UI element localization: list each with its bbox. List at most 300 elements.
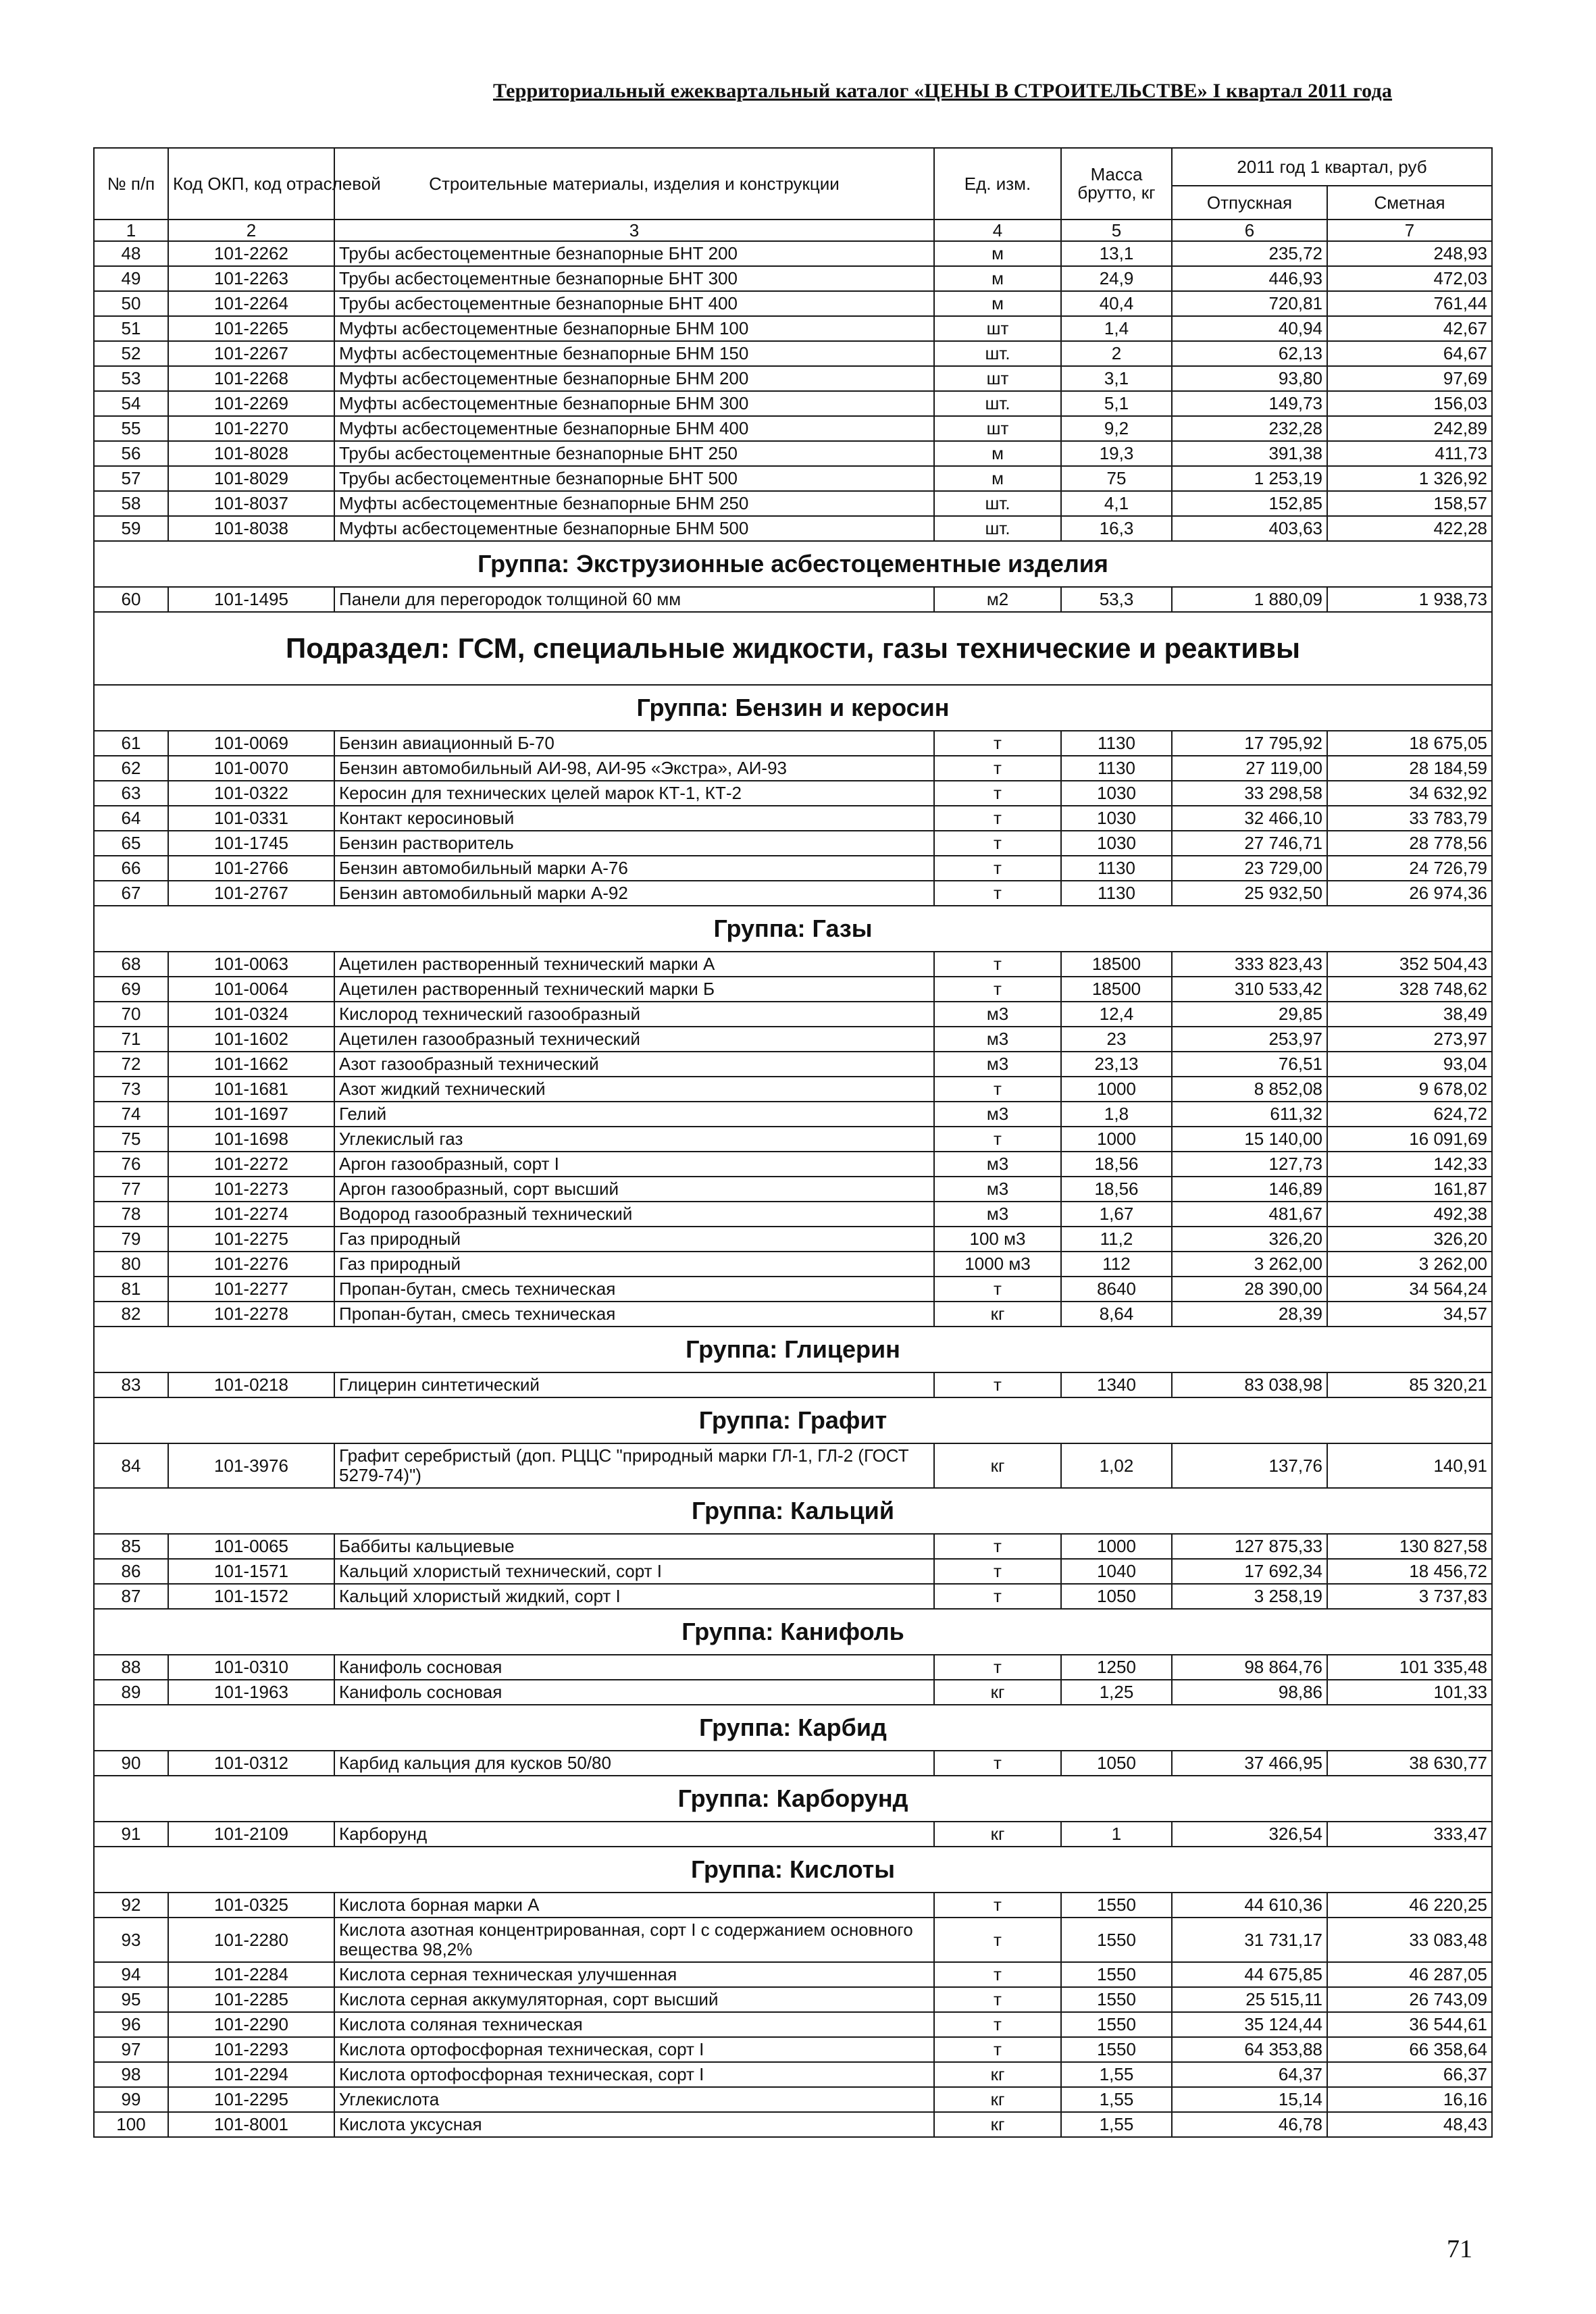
price-estimate: 34,57 xyxy=(1327,1302,1492,1327)
material-name: Азот жидкий технический xyxy=(334,1077,934,1102)
subsection-header-row xyxy=(94,612,1492,685)
product-code: 101-8001 xyxy=(168,2112,334,2137)
product-code: 101-0310 xyxy=(168,1655,334,1680)
material-name: Углекислота xyxy=(334,2087,934,2112)
price-wholesale: 326,20 xyxy=(1172,1227,1327,1252)
gross-mass: 16,3 xyxy=(1061,516,1172,541)
gross-mass: 1550 xyxy=(1061,1987,1172,2012)
row-number: 97 xyxy=(94,2037,168,2062)
product-code: 101-1571 xyxy=(168,1559,334,1584)
price-wholesale: 62,13 xyxy=(1172,341,1327,366)
material-name: Трубы асбестоцементные безнапорные БНТ 250 xyxy=(334,441,934,466)
table-row xyxy=(94,1680,1492,1705)
unit-of-measure: т xyxy=(934,952,1061,977)
price-estimate: 761,44 xyxy=(1327,291,1492,316)
gross-mass: 1,8 xyxy=(1061,1102,1172,1127)
product-code: 101-8028 xyxy=(168,441,334,466)
table-row xyxy=(94,1252,1492,1277)
price-wholesale: 64,37 xyxy=(1172,2062,1327,2087)
gross-mass: 18,56 xyxy=(1061,1152,1172,1177)
gross-mass: 3,1 xyxy=(1061,366,1172,391)
product-code: 101-1662 xyxy=(168,1052,334,1077)
unit-of-measure: т xyxy=(934,1962,1061,1987)
price-wholesale: 15,14 xyxy=(1172,2087,1327,2112)
price-estimate: 38,49 xyxy=(1327,1002,1492,1027)
unit-of-measure: т xyxy=(934,1559,1061,1584)
row-number: 100 xyxy=(94,2112,168,2137)
product-code: 101-2767 xyxy=(168,881,334,906)
table-row xyxy=(94,1534,1492,1559)
gross-mass: 11,2 xyxy=(1061,1227,1172,1252)
header-no: № п/п xyxy=(94,148,168,220)
table-row xyxy=(94,491,1492,516)
unit-of-measure: м3 xyxy=(934,1027,1061,1052)
row-number: 93 xyxy=(94,1918,168,1962)
table-row xyxy=(94,1277,1492,1302)
row-number: 98 xyxy=(94,2062,168,2087)
gross-mass: 13,1 xyxy=(1061,241,1172,266)
row-number: 68 xyxy=(94,952,168,977)
price-estimate: 36 544,61 xyxy=(1327,2012,1492,2037)
unit-of-measure: т xyxy=(934,756,1061,781)
product-code: 101-0325 xyxy=(168,1893,334,1918)
group-header-row xyxy=(94,1847,1492,1893)
table-row xyxy=(94,806,1492,831)
material-name: Бензин растворитель xyxy=(334,831,934,856)
table-row xyxy=(94,2012,1492,2037)
price-estimate: 66,37 xyxy=(1327,2062,1492,2087)
row-number: 54 xyxy=(94,391,168,416)
material-name: Газ природный xyxy=(334,1227,934,1252)
product-code: 101-2278 xyxy=(168,1302,334,1327)
gross-mass: 5,1 xyxy=(1061,391,1172,416)
price-estimate: 9 678,02 xyxy=(1327,1077,1492,1102)
column-number: 4 xyxy=(934,220,1061,241)
row-number: 50 xyxy=(94,291,168,316)
gross-mass: 1030 xyxy=(1061,806,1172,831)
unit-of-measure: т xyxy=(934,1127,1061,1152)
unit-of-measure: м xyxy=(934,241,1061,266)
price-estimate: 46 287,05 xyxy=(1327,1962,1492,1987)
gross-mass: 1,25 xyxy=(1061,1680,1172,1705)
price-estimate: 248,93 xyxy=(1327,241,1492,266)
table-row xyxy=(94,1584,1492,1609)
material-name: Бензин автомобильный АИ-98, АИ-95 «Экстра», АИ-93 xyxy=(334,756,934,781)
product-code: 101-0218 xyxy=(168,1372,334,1397)
group-title: Группа: Экструзионные асбестоцементные изделия xyxy=(94,541,1492,587)
material-name: Муфты асбестоцементные безнапорные БНМ 200 xyxy=(334,366,934,391)
price-estimate: 140,91 xyxy=(1327,1443,1492,1488)
price-estimate: 101 335,48 xyxy=(1327,1655,1492,1680)
price-wholesale: 27 746,71 xyxy=(1172,831,1327,856)
group-header-row xyxy=(94,1488,1492,1534)
column-number: 2 xyxy=(168,220,334,241)
price-wholesale: 37 466,95 xyxy=(1172,1751,1327,1776)
table-row xyxy=(94,366,1492,391)
product-code: 101-2293 xyxy=(168,2037,334,2062)
material-name: Азот газообразный технический xyxy=(334,1052,934,1077)
group-title: Группа: Кислоты xyxy=(94,1847,1492,1893)
page-number: 71 xyxy=(1447,2235,1472,2263)
material-name: Панели для перегородок толщиной 60 мм xyxy=(334,587,934,612)
gross-mass: 1,55 xyxy=(1061,2112,1172,2137)
material-name: Кислота ортофосфорная техническая, сорт I xyxy=(334,2037,934,2062)
unit-of-measure: м xyxy=(934,441,1061,466)
table-row xyxy=(94,831,1492,856)
product-code: 101-2265 xyxy=(168,316,334,341)
price-estimate: 16,16 xyxy=(1327,2087,1492,2112)
row-number: 79 xyxy=(94,1227,168,1252)
price-estimate: 85 320,21 xyxy=(1327,1372,1492,1397)
price-wholesale: 391,38 xyxy=(1172,441,1327,466)
material-name: Графит серебристый (доп. РЦЦС "природный марки ГЛ-1, ГЛ-2 (ГОСТ 5279-74)") xyxy=(334,1443,934,1488)
material-name: Муфты асбестоцементные безнапорные БНМ 150 xyxy=(334,341,934,366)
product-code: 101-8037 xyxy=(168,491,334,516)
material-name: Бензин автомобильный марки А-76 xyxy=(334,856,934,881)
price-wholesale: 64 353,88 xyxy=(1172,2037,1327,2062)
gross-mass: 1 xyxy=(1061,1822,1172,1847)
gross-mass: 1050 xyxy=(1061,1751,1172,1776)
price-wholesale: 93,80 xyxy=(1172,366,1327,391)
header-price-wholesale: Отпускная xyxy=(1172,186,1327,220)
unit-of-measure: шт. xyxy=(934,391,1061,416)
unit-of-measure: т xyxy=(934,881,1061,906)
gross-mass: 24,9 xyxy=(1061,266,1172,291)
price-estimate: 130 827,58 xyxy=(1327,1534,1492,1559)
product-code: 101-0070 xyxy=(168,756,334,781)
price-estimate: 38 630,77 xyxy=(1327,1751,1492,1776)
gross-mass: 23 xyxy=(1061,1027,1172,1052)
gross-mass: 1130 xyxy=(1061,881,1172,906)
gross-mass: 1030 xyxy=(1061,831,1172,856)
table-row xyxy=(94,416,1492,441)
price-estimate: 28 184,59 xyxy=(1327,756,1492,781)
material-name: Муфты асбестоцементные безнапорные БНМ 500 xyxy=(334,516,934,541)
gross-mass: 1,4 xyxy=(1061,316,1172,341)
price-estimate: 1 938,73 xyxy=(1327,587,1492,612)
price-wholesale: 40,94 xyxy=(1172,316,1327,341)
product-code: 101-1602 xyxy=(168,1027,334,1052)
material-name: Трубы асбестоцементные безнапорные БНТ 500 xyxy=(334,466,934,491)
price-estimate: 624,72 xyxy=(1327,1102,1492,1127)
unit-of-measure: м3 xyxy=(934,1002,1061,1027)
material-name: Ацетилен растворенный технический марки Б xyxy=(334,977,934,1002)
product-code: 101-2285 xyxy=(168,1987,334,2012)
table-row xyxy=(94,1962,1492,1987)
material-name: Трубы асбестоцементные безнапорные БНТ 400 xyxy=(334,291,934,316)
table-row xyxy=(94,1202,1492,1227)
group-header-row xyxy=(94,685,1492,731)
group-title: Группа: Бензин и керосин xyxy=(94,685,1492,731)
price-estimate: 158,57 xyxy=(1327,491,1492,516)
group-title: Группа: Газы xyxy=(94,906,1492,952)
gross-mass: 1340 xyxy=(1061,1372,1172,1397)
row-number: 73 xyxy=(94,1077,168,1102)
price-wholesale: 25 932,50 xyxy=(1172,881,1327,906)
price-estimate: 156,03 xyxy=(1327,391,1492,416)
gross-mass: 1550 xyxy=(1061,2037,1172,2062)
row-number: 91 xyxy=(94,1822,168,1847)
gross-mass: 23,13 xyxy=(1061,1052,1172,1077)
price-wholesale: 127,73 xyxy=(1172,1152,1327,1177)
row-number: 80 xyxy=(94,1252,168,1277)
material-name: Кальций хлористый технический, сорт I xyxy=(334,1559,934,1584)
table-row xyxy=(94,2087,1492,2112)
unit-of-measure: м3 xyxy=(934,1177,1061,1202)
price-estimate: 66 358,64 xyxy=(1327,2037,1492,2062)
price-wholesale: 29,85 xyxy=(1172,1002,1327,1027)
material-name: Бензин автомобильный марки А-92 xyxy=(334,881,934,906)
column-number: 1 xyxy=(94,220,168,241)
price-estimate: 328 748,62 xyxy=(1327,977,1492,1002)
row-number: 70 xyxy=(94,1002,168,1027)
group-header-row xyxy=(94,1327,1492,1372)
row-number: 81 xyxy=(94,1277,168,1302)
price-wholesale: 28,39 xyxy=(1172,1302,1327,1327)
price-estimate: 161,87 xyxy=(1327,1177,1492,1202)
unit-of-measure: шт xyxy=(934,416,1061,441)
table-row xyxy=(94,1052,1492,1077)
gross-mass: 19,3 xyxy=(1061,441,1172,466)
price-wholesale: 127 875,33 xyxy=(1172,1534,1327,1559)
group-header-row xyxy=(94,1609,1492,1655)
product-code: 101-8029 xyxy=(168,466,334,491)
row-number: 63 xyxy=(94,781,168,806)
product-code: 101-2275 xyxy=(168,1227,334,1252)
price-wholesale: 32 466,10 xyxy=(1172,806,1327,831)
material-name: Газ природный xyxy=(334,1252,934,1277)
price-wholesale: 98,86 xyxy=(1172,1680,1327,1705)
row-number: 53 xyxy=(94,366,168,391)
row-number: 99 xyxy=(94,2087,168,2112)
header-price-estimate: Сметная xyxy=(1327,186,1492,220)
row-number: 56 xyxy=(94,441,168,466)
row-number: 87 xyxy=(94,1584,168,1609)
product-code: 101-1745 xyxy=(168,831,334,856)
gross-mass: 1,02 xyxy=(1061,1443,1172,1488)
unit-of-measure: шт xyxy=(934,316,1061,341)
gross-mass: 53,3 xyxy=(1061,587,1172,612)
table-row xyxy=(94,1655,1492,1680)
gross-mass: 40,4 xyxy=(1061,291,1172,316)
unit-of-measure: т xyxy=(934,2037,1061,2062)
row-number: 92 xyxy=(94,1893,168,1918)
price-wholesale: 35 124,44 xyxy=(1172,2012,1327,2037)
price-wholesale: 326,54 xyxy=(1172,1822,1327,1847)
row-number: 94 xyxy=(94,1962,168,1987)
row-number: 85 xyxy=(94,1534,168,1559)
price-estimate: 242,89 xyxy=(1327,416,1492,441)
gross-mass: 8640 xyxy=(1061,1277,1172,1302)
product-code: 101-2273 xyxy=(168,1177,334,1202)
table-row xyxy=(94,1002,1492,1027)
material-name: Кислота серная аккумуляторная, сорт высший xyxy=(334,1987,934,2012)
material-name: Бензин авиационный Б-70 xyxy=(334,731,934,756)
table-row xyxy=(94,587,1492,612)
unit-of-measure: кг xyxy=(934,1443,1061,1488)
unit-of-measure: т xyxy=(934,2012,1061,2037)
unit-of-measure: т xyxy=(934,731,1061,756)
product-code: 101-1495 xyxy=(168,587,334,612)
gross-mass: 75 xyxy=(1061,466,1172,491)
group-header-row xyxy=(94,1705,1492,1751)
row-number: 78 xyxy=(94,1202,168,1227)
price-wholesale: 720,81 xyxy=(1172,291,1327,316)
material-name: Муфты асбестоцементные безнапорные БНМ 250 xyxy=(334,491,934,516)
unit-of-measure: т xyxy=(934,856,1061,881)
gross-mass: 18500 xyxy=(1061,952,1172,977)
material-name: Муфты асбестоцементные безнапорные БНМ 300 xyxy=(334,391,934,416)
material-name: Кислота серная техническая улучшенная xyxy=(334,1962,934,1987)
price-estimate: 24 726,79 xyxy=(1327,856,1492,881)
column-number: 3 xyxy=(334,220,934,241)
product-code: 101-2264 xyxy=(168,291,334,316)
row-number: 60 xyxy=(94,587,168,612)
material-name: Пропан-бутан, смесь техническая xyxy=(334,1277,934,1302)
gross-mass: 4,1 xyxy=(1061,491,1172,516)
row-number: 90 xyxy=(94,1751,168,1776)
table-row xyxy=(94,856,1492,881)
gross-mass: 9,2 xyxy=(1061,416,1172,441)
product-code: 101-0065 xyxy=(168,1534,334,1559)
gross-mass: 12,4 xyxy=(1061,1002,1172,1027)
table-row xyxy=(94,1227,1492,1252)
table-row xyxy=(94,516,1492,541)
price-wholesale: 15 140,00 xyxy=(1172,1127,1327,1152)
table-row xyxy=(94,2112,1492,2137)
gross-mass: 1550 xyxy=(1061,1893,1172,1918)
header-name: Строительные материалы, изделия и конструкции xyxy=(334,148,934,220)
row-number: 95 xyxy=(94,1987,168,2012)
price-estimate: 1 326,92 xyxy=(1327,466,1492,491)
price-estimate: 142,33 xyxy=(1327,1152,1492,1177)
table-row xyxy=(94,977,1492,1002)
gross-mass: 8,64 xyxy=(1061,1302,1172,1327)
material-name: Контакт керосиновый xyxy=(334,806,934,831)
group-title: Группа: Канифоль xyxy=(94,1609,1492,1655)
row-number: 69 xyxy=(94,977,168,1002)
unit-of-measure: кг xyxy=(934,1822,1061,1847)
table-row xyxy=(94,391,1492,416)
gross-mass: 1130 xyxy=(1061,856,1172,881)
gross-mass: 1250 xyxy=(1061,1655,1172,1680)
material-name: Карбид кальция для кусков 50/80 xyxy=(334,1751,934,1776)
price-wholesale: 235,72 xyxy=(1172,241,1327,266)
product-code: 101-0063 xyxy=(168,952,334,977)
unit-of-measure: м xyxy=(934,291,1061,316)
material-name: Гелий xyxy=(334,1102,934,1127)
material-name: Кислота ортофосфорная техническая, сорт I xyxy=(334,2062,934,2087)
material-name: Муфты асбестоцементные безнапорные БНМ 100 xyxy=(334,316,934,341)
product-code: 101-0322 xyxy=(168,781,334,806)
row-number: 65 xyxy=(94,831,168,856)
table-row xyxy=(94,441,1492,466)
price-wholesale: 83 038,98 xyxy=(1172,1372,1327,1397)
price-table xyxy=(93,147,1493,2138)
price-wholesale: 146,89 xyxy=(1172,1177,1327,1202)
table-row xyxy=(94,341,1492,366)
table-row xyxy=(94,1822,1492,1847)
material-name: Трубы асбестоцементные безнапорные БНТ 300 xyxy=(334,266,934,291)
price-estimate: 352 504,43 xyxy=(1327,952,1492,977)
table-row xyxy=(94,1372,1492,1397)
material-name: Пропан-бутан, смесь техническая xyxy=(334,1302,934,1327)
material-name: Кислота борная марки А xyxy=(334,1893,934,1918)
gross-mass: 1130 xyxy=(1061,756,1172,781)
group-header-row xyxy=(94,906,1492,952)
unit-of-measure: т xyxy=(934,806,1061,831)
product-code: 101-2274 xyxy=(168,1202,334,1227)
table-row xyxy=(94,1302,1492,1327)
price-estimate: 18 456,72 xyxy=(1327,1559,1492,1584)
unit-of-measure: т xyxy=(934,1918,1061,1962)
price-wholesale: 31 731,17 xyxy=(1172,1918,1327,1962)
price-estimate: 34 564,24 xyxy=(1327,1277,1492,1302)
material-name: Ацетилен газообразный технический xyxy=(334,1027,934,1052)
material-name: Кальций хлористый жидкий, сорт I xyxy=(334,1584,934,1609)
product-code: 101-2263 xyxy=(168,266,334,291)
gross-mass: 1000 xyxy=(1061,1127,1172,1152)
unit-of-measure: 1000 м3 xyxy=(934,1252,1061,1277)
table-row xyxy=(94,1077,1492,1102)
table-row xyxy=(94,756,1492,781)
table-row xyxy=(94,1177,1492,1202)
gross-mass: 1050 xyxy=(1061,1584,1172,1609)
row-number: 83 xyxy=(94,1372,168,1397)
price-wholesale: 76,51 xyxy=(1172,1052,1327,1077)
product-code: 101-2766 xyxy=(168,856,334,881)
unit-of-measure: т xyxy=(934,1655,1061,1680)
unit-of-measure: т xyxy=(934,1277,1061,1302)
price-wholesale: 1 880,09 xyxy=(1172,587,1327,612)
row-number: 48 xyxy=(94,241,168,266)
row-number: 84 xyxy=(94,1443,168,1488)
product-code: 101-2109 xyxy=(168,1822,334,1847)
price-wholesale: 8 852,08 xyxy=(1172,1077,1327,1102)
row-number: 76 xyxy=(94,1152,168,1177)
gross-mass: 18,56 xyxy=(1061,1177,1172,1202)
unit-of-measure: т xyxy=(934,1077,1061,1102)
gross-mass: 1,55 xyxy=(1061,2087,1172,2112)
product-code: 101-0324 xyxy=(168,1002,334,1027)
row-number: 71 xyxy=(94,1027,168,1052)
group-title: Группа: Глицерин xyxy=(94,1327,1492,1372)
table-body xyxy=(94,220,1492,2137)
price-estimate: 46 220,25 xyxy=(1327,1893,1492,1918)
row-number: 74 xyxy=(94,1102,168,1127)
unit-of-measure: м xyxy=(934,466,1061,491)
header-code: Код ОКП, код отраслевой xyxy=(168,148,334,220)
table-row xyxy=(94,1751,1492,1776)
price-wholesale: 333 823,43 xyxy=(1172,952,1327,977)
unit-of-measure: т xyxy=(934,781,1061,806)
gross-mass: 112 xyxy=(1061,1252,1172,1277)
price-wholesale: 137,76 xyxy=(1172,1443,1327,1488)
price-wholesale: 310 533,42 xyxy=(1172,977,1327,1002)
price-wholesale: 33 298,58 xyxy=(1172,781,1327,806)
price-wholesale: 446,93 xyxy=(1172,266,1327,291)
table-row xyxy=(94,316,1492,341)
material-name: Углекислый газ xyxy=(334,1127,934,1152)
table-row xyxy=(94,266,1492,291)
material-name: Водород газообразный технический xyxy=(334,1202,934,1227)
group-header-row xyxy=(94,1776,1492,1822)
product-code: 101-2290 xyxy=(168,2012,334,2037)
unit-of-measure: м2 xyxy=(934,587,1061,612)
price-wholesale: 23 729,00 xyxy=(1172,856,1327,881)
unit-of-measure: шт. xyxy=(934,491,1061,516)
unit-of-measure: т xyxy=(934,831,1061,856)
